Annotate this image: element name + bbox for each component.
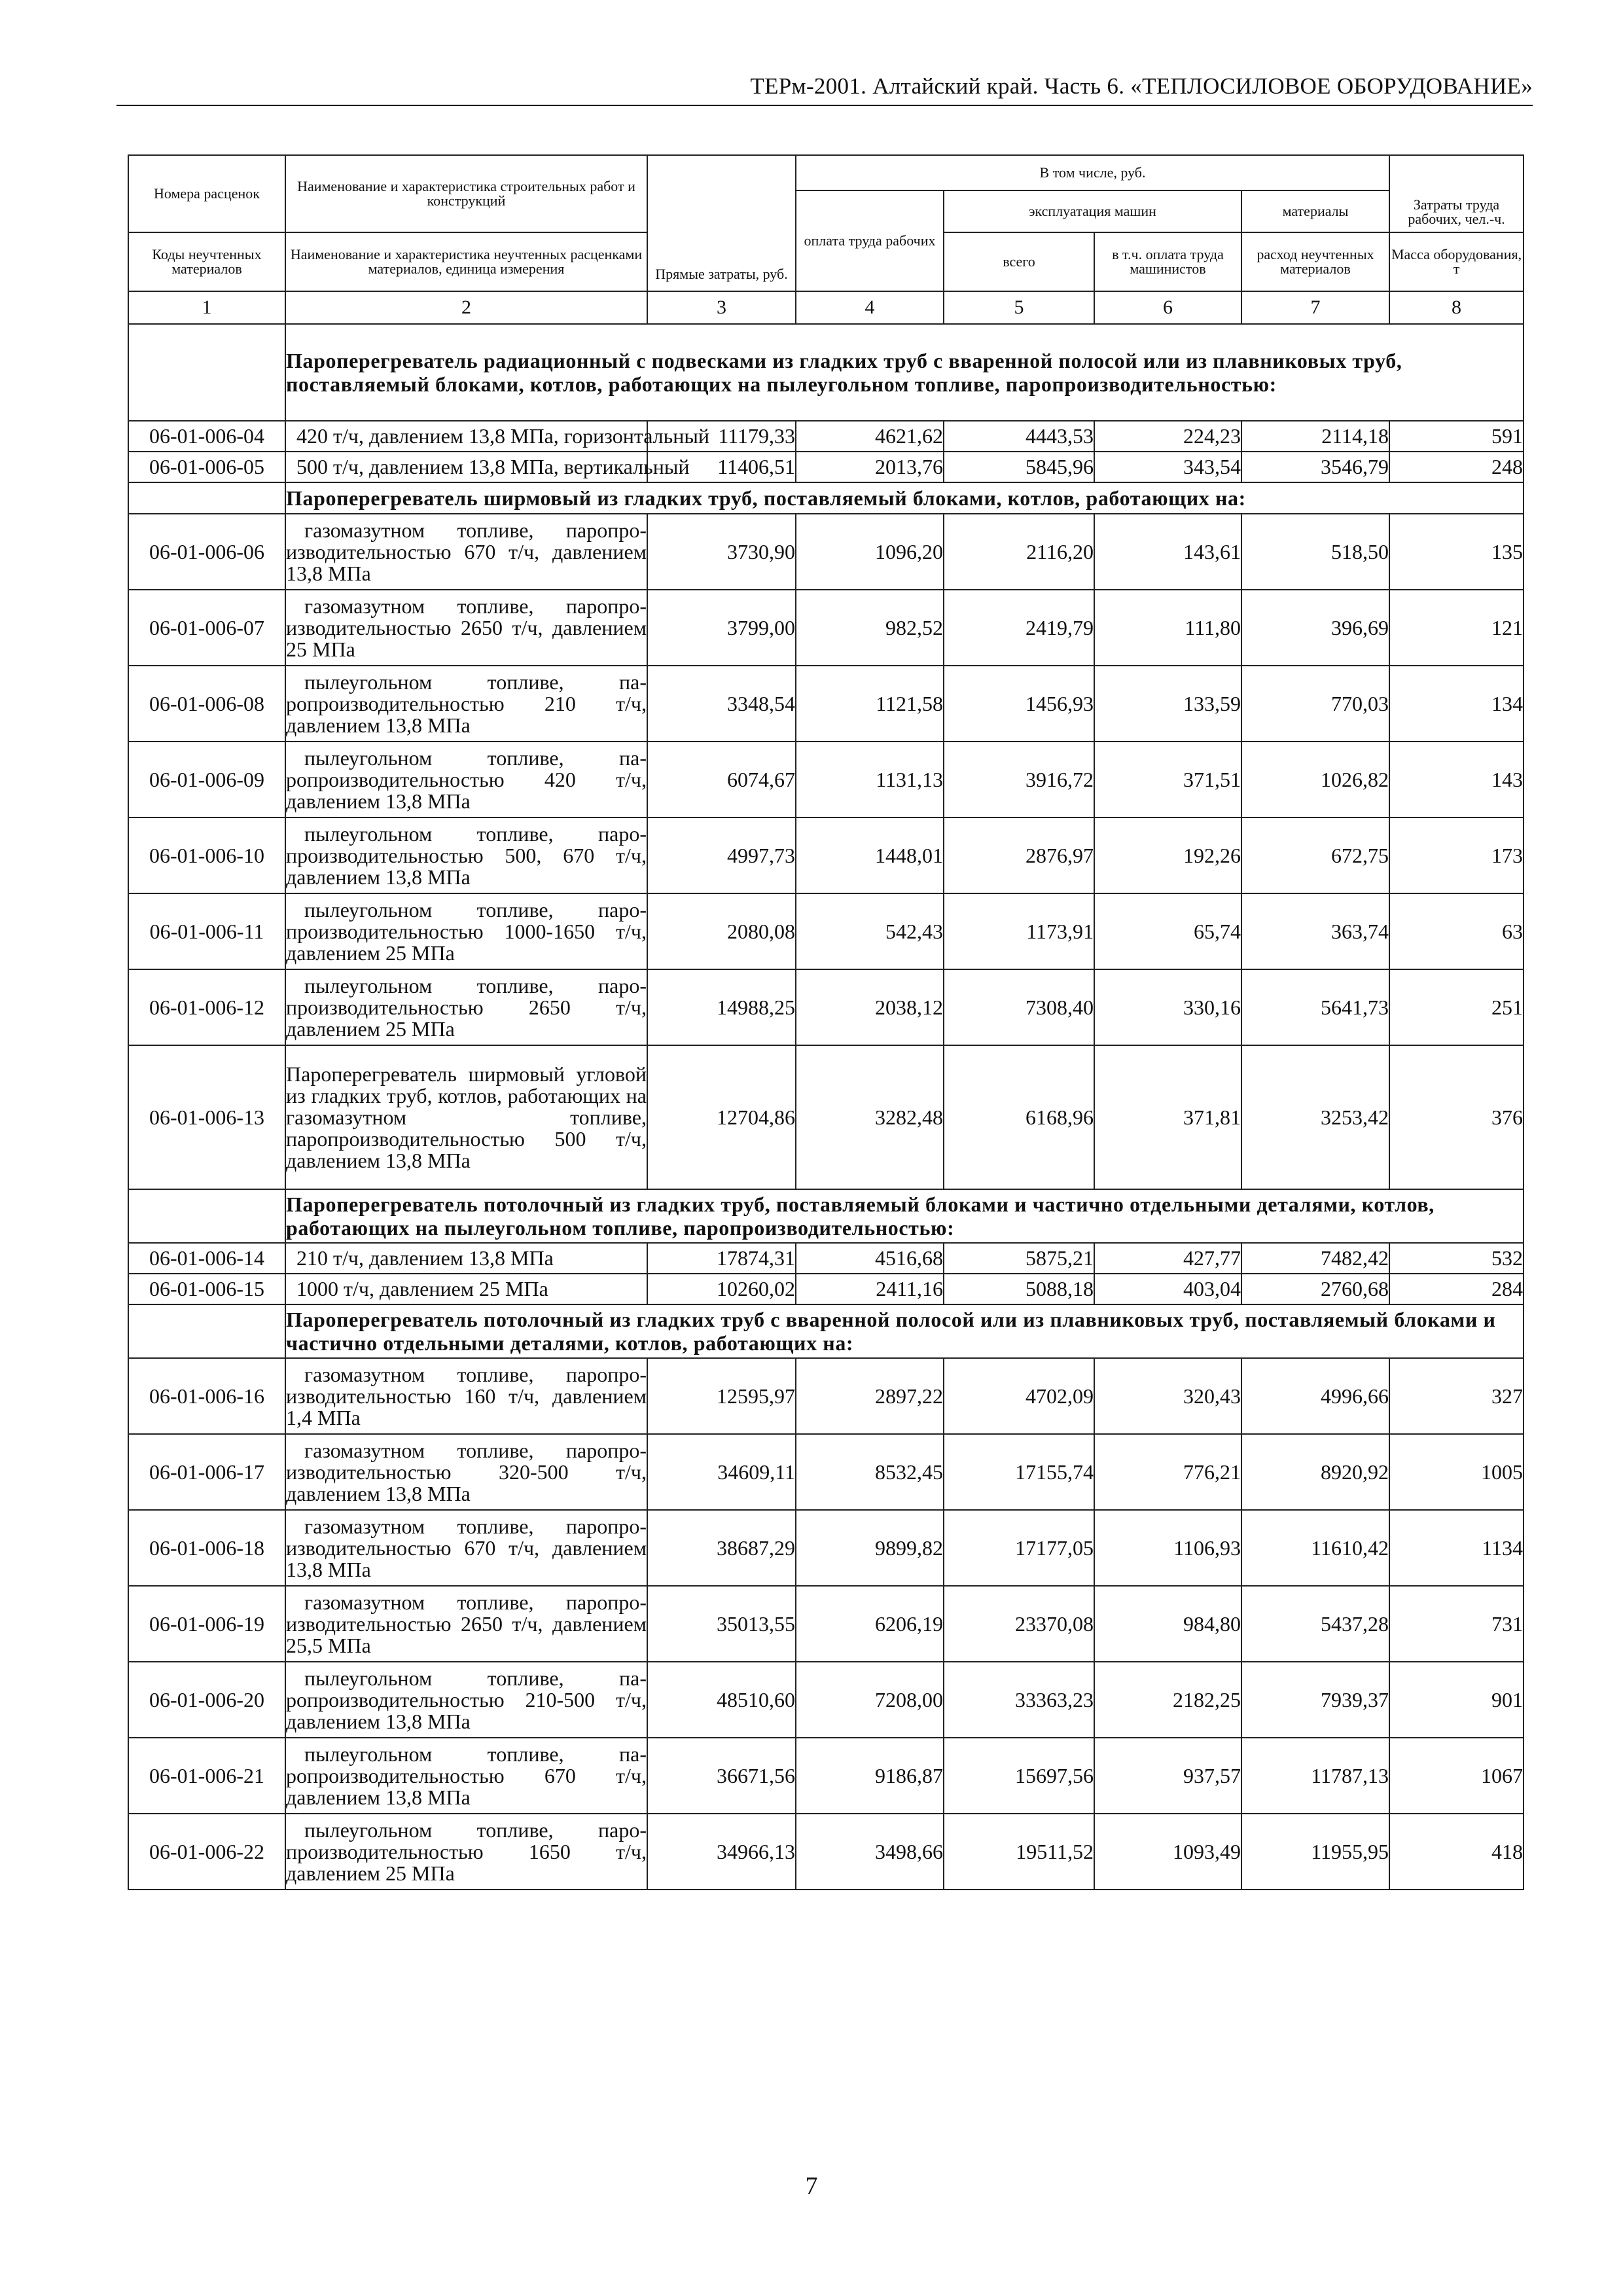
labor-cost-value: 4516,68	[796, 1243, 944, 1274]
direct-costs-value: 10260,02	[647, 1274, 796, 1304]
table-header	[128, 155, 1524, 324]
labor-cost-value: 542,43	[796, 893, 944, 969]
table-row	[128, 742, 1524, 817]
table-row	[128, 1434, 1524, 1510]
work-description: пылеугольном топливе, паропроизводительностью 1650 т/ч, давлением 25 МПа	[285, 1814, 647, 1890]
workhours-value: 143	[1389, 742, 1524, 817]
section-header-row	[128, 324, 1524, 421]
workhours-value: 121	[1389, 590, 1524, 666]
labor-cost-value: 3498,66	[796, 1814, 944, 1890]
machines-labor-value: 776,21	[1094, 1434, 1241, 1510]
header-materials: материалы	[1241, 190, 1389, 232]
column-number: 3	[647, 291, 796, 324]
rate-code: 06-01-006-22	[128, 1814, 285, 1890]
header-equipment-mass: Масса оборудования, т	[1389, 232, 1524, 291]
work-description: пылеугольном топливе, паропроизводительностью 2650 т/ч, давлением 25 МПа	[285, 969, 647, 1045]
page-number: 7	[805, 2172, 818, 2200]
section-code-cell	[128, 482, 285, 514]
materials-value: 4996,66	[1241, 1358, 1389, 1434]
machines-labor-value: 65,74	[1094, 893, 1241, 969]
direct-costs-value: 14988,25	[647, 969, 796, 1045]
machines-total-value: 15697,56	[944, 1738, 1094, 1814]
column-number: 1	[128, 291, 285, 324]
column-number: 7	[1241, 291, 1389, 324]
labor-cost-value: 9186,87	[796, 1738, 944, 1814]
materials-value: 7939,37	[1241, 1662, 1389, 1738]
table-row	[128, 666, 1524, 742]
table-row	[128, 452, 1524, 482]
direct-costs-value: 3730,90	[647, 514, 796, 590]
section-title: Пароперегреватель радиационный с подвесками из гладких труб с вваренной полосой или из плавниковых труб, поставляемый блоками, котлов, работающих на пылеугольном топливе, паропроизводительностью:	[285, 324, 1524, 421]
rate-code: 06-01-006-10	[128, 817, 285, 893]
labor-cost-value: 1121,58	[796, 666, 944, 742]
work-description: газомазутном топливе, паропроизводительностью 670 т/ч, давлением 13,8 МПа	[285, 1510, 647, 1586]
labor-cost-value: 2038,12	[796, 969, 944, 1045]
work-description: пылеугольном топливе, паропроизводительностью 670 т/ч, давлением 13,8 МПа	[285, 1738, 647, 1814]
table-row	[128, 590, 1524, 666]
labor-cost-value: 2013,76	[796, 452, 944, 482]
section-header-row	[128, 1189, 1524, 1243]
machines-labor-value: 111,80	[1094, 590, 1241, 666]
workhours-value: 418	[1389, 1814, 1524, 1890]
direct-costs-value: 4997,73	[647, 817, 796, 893]
workhours-value: 63	[1389, 893, 1524, 969]
table-row	[128, 514, 1524, 590]
work-description: 420 т/ч, давлением 13,8 МПа, горизонтальный	[285, 421, 647, 452]
table-row	[128, 893, 1524, 969]
table-row	[128, 969, 1524, 1045]
table-row	[128, 1738, 1524, 1814]
machines-labor-value: 427,77	[1094, 1243, 1241, 1274]
direct-costs-value: 48510,60	[647, 1662, 796, 1738]
labor-cost-value: 9899,82	[796, 1510, 944, 1586]
materials-value: 11787,13	[1241, 1738, 1389, 1814]
section-code-cell	[128, 324, 285, 421]
machines-labor-value: 224,23	[1094, 421, 1241, 452]
materials-value: 8920,92	[1241, 1434, 1389, 1510]
labor-cost-value: 1448,01	[796, 817, 944, 893]
work-description: 1000 т/ч, давлением 25 МПа	[285, 1274, 647, 1304]
table-row	[128, 817, 1524, 893]
table-row	[128, 1586, 1524, 1662]
workhours-value: 591	[1389, 421, 1524, 452]
table-row	[128, 1814, 1524, 1890]
materials-value: 518,50	[1241, 514, 1389, 590]
machines-total-value: 5845,96	[944, 452, 1094, 482]
direct-costs-value: 17874,31	[647, 1243, 796, 1274]
header-materials-consumption: расход неучтенных материалов	[1241, 232, 1389, 291]
machines-total-value: 2419,79	[944, 590, 1094, 666]
table-row	[128, 1274, 1524, 1304]
machines-total-value: 4702,09	[944, 1358, 1094, 1434]
header-name-top: Наименование и характеристика строительных работ и конструкций	[285, 155, 647, 232]
machines-labor-value: 320,43	[1094, 1358, 1241, 1434]
direct-costs-value: 34966,13	[647, 1814, 796, 1890]
direct-costs-value: 3799,00	[647, 590, 796, 666]
machines-labor-value: 133,59	[1094, 666, 1241, 742]
labor-cost-value: 982,52	[796, 590, 944, 666]
rate-code: 06-01-006-05	[128, 452, 285, 482]
machines-total-value: 33363,23	[944, 1662, 1094, 1738]
machines-labor-value: 143,61	[1094, 514, 1241, 590]
labor-cost-value: 3282,48	[796, 1045, 944, 1189]
header-incl-group: В том числе, руб.	[796, 155, 1389, 190]
table-row	[128, 1358, 1524, 1434]
machines-total-value: 1173,91	[944, 893, 1094, 969]
materials-value: 5641,73	[1241, 969, 1389, 1045]
workhours-value: 1067	[1389, 1738, 1524, 1814]
labor-cost-value: 8532,45	[796, 1434, 944, 1510]
machines-labor-value: 192,26	[1094, 817, 1241, 893]
rate-code: 06-01-006-17	[128, 1434, 285, 1510]
labor-cost-value: 1131,13	[796, 742, 944, 817]
workhours-value: 532	[1389, 1243, 1524, 1274]
machines-total-value: 5875,21	[944, 1243, 1094, 1274]
machines-total-value: 7308,40	[944, 969, 1094, 1045]
workhours-value: 173	[1389, 817, 1524, 893]
header-direct-costs: Прямые затраты, руб.	[647, 155, 796, 291]
machines-total-value: 17155,74	[944, 1434, 1094, 1510]
machines-total-value: 17177,05	[944, 1510, 1094, 1586]
rate-code: 06-01-006-13	[128, 1045, 285, 1189]
direct-costs-value: 34609,11	[647, 1434, 796, 1510]
machines-total-value: 5088,18	[944, 1274, 1094, 1304]
section-title: Пароперегреватель потолочный из гладких труб с вваренной полосой или из плавниковых труб, поставляемый блоками и частично отдельными деталями, котлов, работающих на:	[285, 1304, 1524, 1358]
section-header-row	[128, 1304, 1524, 1358]
work-description: пылеугольном топливе, паропроизводительностью 1000-1650 т/ч, давлением 25 МПа	[285, 893, 647, 969]
section-code-cell	[128, 1304, 285, 1358]
direct-costs-value: 35013,55	[647, 1586, 796, 1662]
rate-code: 06-01-006-14	[128, 1243, 285, 1274]
machines-labor-value: 371,81	[1094, 1045, 1241, 1189]
table-row	[128, 421, 1524, 452]
materials-value: 1026,82	[1241, 742, 1389, 817]
work-description: газомазутном топливе, паропроизводительностью 670 т/ч, давлением 13,8 МПа	[285, 514, 647, 590]
workhours-value: 327	[1389, 1358, 1524, 1434]
materials-value: 3546,79	[1241, 452, 1389, 482]
materials-value: 363,74	[1241, 893, 1389, 969]
machines-total-value: 2116,20	[944, 514, 1094, 590]
header-code-top: Номера расценок	[128, 155, 285, 232]
materials-value: 5437,28	[1241, 1586, 1389, 1662]
table-row	[128, 1243, 1524, 1274]
direct-costs-value: 36671,56	[647, 1738, 796, 1814]
rate-code: 06-01-006-20	[128, 1662, 285, 1738]
workhours-value: 901	[1389, 1662, 1524, 1738]
direct-costs-value: 11406,51	[647, 452, 796, 482]
materials-value: 2114,18	[1241, 421, 1389, 452]
header-code-bottom: Коды неучтенных материалов	[128, 232, 285, 291]
workhours-value: 134	[1389, 666, 1524, 742]
rate-code: 06-01-006-18	[128, 1510, 285, 1586]
section-code-cell	[128, 1189, 285, 1243]
work-description: пылеугольном топливе, паропроизводительностью 500, 670 т/ч, давлением 13,8 МПа	[285, 817, 647, 893]
direct-costs-value: 2080,08	[647, 893, 796, 969]
machines-total-value: 6168,96	[944, 1045, 1094, 1189]
rate-code: 06-01-006-15	[128, 1274, 285, 1304]
table-body	[128, 324, 1524, 1890]
header-rule	[116, 105, 1533, 106]
work-description: 210 т/ч, давлением 13,8 МПа	[285, 1243, 647, 1274]
rate-code: 06-01-006-06	[128, 514, 285, 590]
labor-cost-value: 7208,00	[796, 1662, 944, 1738]
workhours-value: 135	[1389, 514, 1524, 590]
machines-labor-value: 1106,93	[1094, 1510, 1241, 1586]
direct-costs-value: 12595,97	[647, 1358, 796, 1434]
direct-costs-value: 12704,86	[647, 1045, 796, 1189]
machines-total-value: 3916,72	[944, 742, 1094, 817]
materials-value: 7482,42	[1241, 1243, 1389, 1274]
direct-costs-value: 38687,29	[647, 1510, 796, 1586]
machines-total-value: 4443,53	[944, 421, 1094, 452]
direct-costs-value: 3348,54	[647, 666, 796, 742]
rate-code: 06-01-006-09	[128, 742, 285, 817]
column-number: 8	[1389, 291, 1524, 324]
table-row	[128, 1045, 1524, 1189]
materials-value: 672,75	[1241, 817, 1389, 893]
rate-code: 06-01-006-07	[128, 590, 285, 666]
section-header-row	[128, 482, 1524, 514]
header-machines-total: всего	[944, 232, 1094, 291]
column-number: 5	[944, 291, 1094, 324]
column-numbers-row	[128, 291, 1524, 324]
machines-labor-value: 937,57	[1094, 1738, 1241, 1814]
machines-labor-value: 2182,25	[1094, 1662, 1241, 1738]
work-description: пылеугольном топливе, паропроизводительностью 210 т/ч, давлением 13,8 МПа	[285, 666, 647, 742]
header-name-bottom: Наименование и характеристика неучтенных расценками материалов, единица измерения	[285, 232, 647, 291]
labor-cost-value: 2411,16	[796, 1274, 944, 1304]
workhours-value: 376	[1389, 1045, 1524, 1189]
rate-code: 06-01-006-11	[128, 893, 285, 969]
rate-code: 06-01-006-19	[128, 1586, 285, 1662]
machines-labor-value: 330,16	[1094, 969, 1241, 1045]
work-description: Пароперегреватель ширмовый угловой из гладких труб, котлов, работающих на газомазутном топливе, паропроизводительностью 500 т/ч, давлением 13,8 МПа	[285, 1045, 647, 1189]
work-description: пылеугольном топливе, паропроизводительностью 210-500 т/ч, давлением 13,8 МПа	[285, 1662, 647, 1738]
work-description: газомазутном топливе, паропроизводительностью 160 т/ч, давлением 1,4 МПа	[285, 1358, 647, 1434]
header-workhours: Затраты труда рабочих, чел.-ч.	[1389, 155, 1524, 232]
table-row	[128, 1510, 1524, 1586]
work-description: пылеугольном топливе, паропроизводительностью 420 т/ч, давлением 13,8 МПа	[285, 742, 647, 817]
machines-labor-value: 984,80	[1094, 1586, 1241, 1662]
column-number: 4	[796, 291, 944, 324]
rate-code: 06-01-006-16	[128, 1358, 285, 1434]
running-header-title: ТЕРм-2001. Алтайский край. Часть 6. «ТЕПЛОСИЛОВОЕ ОБОРУДОВАНИЕ»	[750, 73, 1533, 99]
work-description: газомазутном топливе, паропроизводительностью 2650 т/ч, давлением 25 МПа	[285, 590, 647, 666]
workhours-value: 248	[1389, 452, 1524, 482]
materials-value: 11955,95	[1241, 1814, 1389, 1890]
header-machines-group: эксплуатация машин	[944, 190, 1241, 232]
machines-labor-value: 371,51	[1094, 742, 1241, 817]
materials-value: 396,69	[1241, 590, 1389, 666]
labor-cost-value: 4621,62	[796, 421, 944, 452]
rate-code: 06-01-006-21	[128, 1738, 285, 1814]
machines-total-value: 23370,08	[944, 1586, 1094, 1662]
rate-code: 06-01-006-08	[128, 666, 285, 742]
materials-value: 2760,68	[1241, 1274, 1389, 1304]
table-row	[128, 1662, 1524, 1738]
work-description: 500 т/ч, давлением 13,8 МПа, вертикальный	[285, 452, 647, 482]
workhours-value: 1005	[1389, 1434, 1524, 1510]
rate-code: 06-01-006-04	[128, 421, 285, 452]
direct-costs-value: 6074,67	[647, 742, 796, 817]
workhours-value: 731	[1389, 1586, 1524, 1662]
materials-value: 11610,42	[1241, 1510, 1389, 1586]
section-title: Пароперегреватель потолочный из гладких труб, поставляемый блоками и частично отдельными деталями, котлов, работающих на пылеугольном топливе, паропроизводительностью:	[285, 1189, 1524, 1243]
machines-labor-value: 403,04	[1094, 1274, 1241, 1304]
work-description: газомазутном топливе, паропроизводительностью 2650 т/ч, давлением 25,5 МПа	[285, 1586, 647, 1662]
machines-total-value: 19511,52	[944, 1814, 1094, 1890]
header-machines-labor: в т.ч. оплата труда машинистов	[1094, 232, 1241, 291]
labor-cost-value: 1096,20	[796, 514, 944, 590]
machines-total-value: 2876,97	[944, 817, 1094, 893]
machines-labor-value: 1093,49	[1094, 1814, 1241, 1890]
workhours-value: 1134	[1389, 1510, 1524, 1586]
materials-value: 770,03	[1241, 666, 1389, 742]
labor-cost-value: 6206,19	[796, 1586, 944, 1662]
work-description: газомазутном топливе, паропроизводительностью 320-500 т/ч, давлением 13,8 МПа	[285, 1434, 647, 1510]
section-title: Пароперегреватель ширмовый из гладких труб, поставляемый блоками, котлов, работающих на:	[285, 482, 1524, 514]
direct-costs-value: 11179,33	[647, 421, 796, 452]
labor-cost-value: 2897,22	[796, 1358, 944, 1434]
materials-value: 3253,42	[1241, 1045, 1389, 1189]
header-labor: оплата труда рабочих	[796, 190, 944, 291]
workhours-value: 251	[1389, 969, 1524, 1045]
workhours-value: 284	[1389, 1274, 1524, 1304]
column-number: 6	[1094, 291, 1241, 324]
machines-total-value: 1456,93	[944, 666, 1094, 742]
rate-code: 06-01-006-12	[128, 969, 285, 1045]
column-number: 2	[285, 291, 647, 324]
machines-labor-value: 343,54	[1094, 452, 1241, 482]
rates-table	[128, 154, 1524, 1890]
